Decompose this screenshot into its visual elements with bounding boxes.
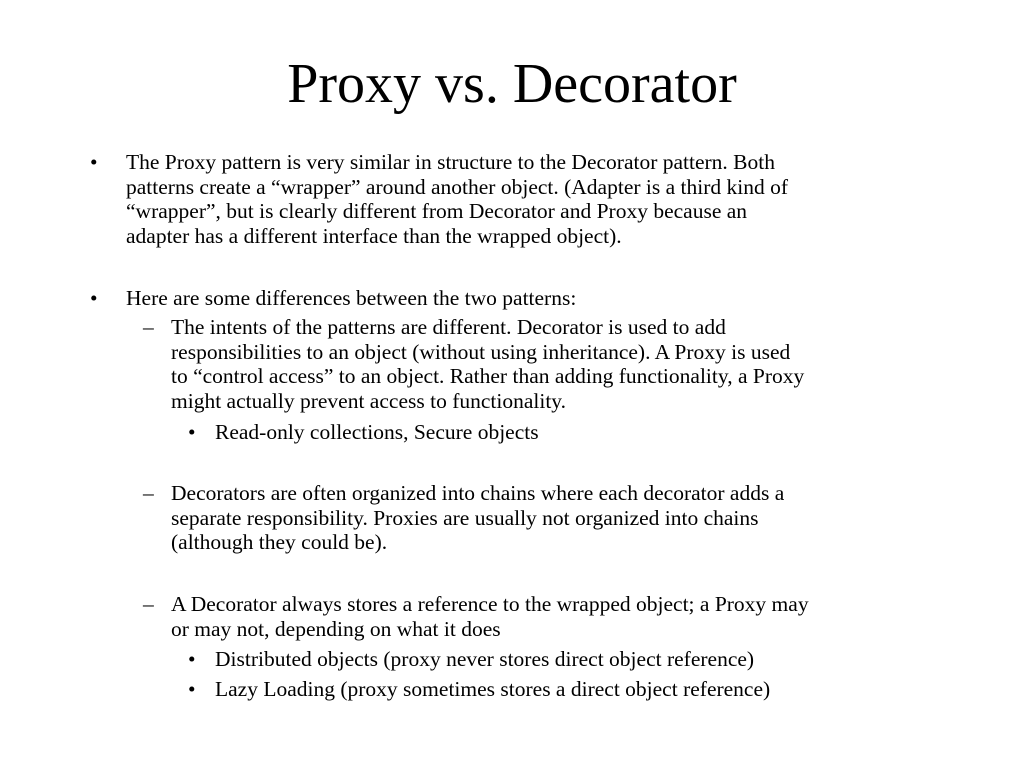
bullet-line: Here are some differences between the two patterns:	[126, 286, 577, 310]
sub-item-line: separate responsibility. Proxies are usually not organized into chains	[171, 505, 759, 530]
bullet-line: adapter has a different interface than the wrapped object).	[126, 223, 622, 248]
bullet-text	[126, 150, 788, 248]
sub-sub-item-line: Read-only collections, Secure objects	[215, 420, 539, 444]
bullet-marker: •	[90, 150, 98, 174]
sub-sub-item-text	[215, 647, 754, 672]
bullet-line: The Proxy pattern is very similar in structure to the Decorator pattern. Both	[126, 150, 775, 174]
sub-item-line: to “control access” to an object. Rather than adding functionality, a Proxy	[171, 364, 805, 388]
sub-sub-item-text	[215, 677, 770, 702]
sub-item-line: responsibilities to an object (without using inheritance). A Proxy is used	[171, 339, 791, 364]
sub-item-line: might actually prevent access to functionality.	[171, 388, 567, 413]
sub-item-line: (although they could be).	[171, 530, 388, 554]
bullet-marker: •	[188, 420, 196, 444]
sub-item-text	[171, 592, 809, 641]
bullet-marker: •	[188, 677, 196, 701]
slide-title: Proxy vs. Decorator	[287, 53, 737, 115]
bullet-marker: •	[188, 647, 196, 671]
dash-marker: –	[143, 481, 154, 505]
bullet-text	[126, 286, 576, 311]
dash-marker: –	[143, 592, 154, 616]
bullet-line: patterns create a “wrapper” around another object. (Adapter is a third kind of	[126, 174, 789, 199]
sub-item-text	[171, 481, 784, 555]
sub-sub-item-line: Lazy Loading (proxy sometimes stores a direct object reference)	[215, 677, 771, 701]
sub-sub-item-line: Distributed objects (proxy never stores direct object reference)	[215, 647, 755, 671]
sub-sub-item-text	[215, 420, 539, 445]
sub-item-text	[171, 315, 804, 413]
bullet-line: “wrapper”, but is clearly different from Decorator and Proxy because an	[126, 199, 748, 223]
dash-marker: –	[143, 315, 154, 339]
sub-item-line: A Decorator always stores a reference to the wrapped object; a Proxy may	[171, 592, 809, 616]
bullet-marker: •	[90, 286, 98, 310]
sub-item-line: The intents of the patterns are different. Decorator is used to add	[171, 315, 726, 339]
sub-item-line: Decorators are often organized into chains where each decorator adds a	[171, 481, 785, 505]
sub-item-line: or may not, depending on what it does	[171, 616, 501, 641]
